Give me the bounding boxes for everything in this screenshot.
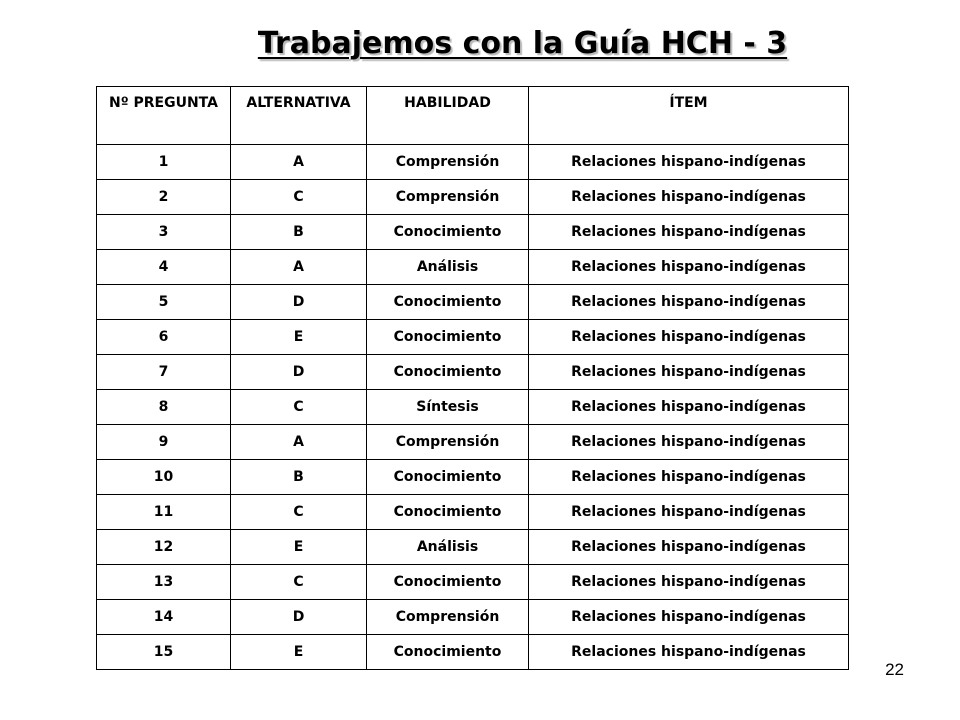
- cell-skill: Conocimiento: [367, 635, 529, 670]
- cell-question-number: 1: [97, 145, 231, 180]
- cell-skill: Conocimiento: [367, 285, 529, 320]
- cell-alternative: A: [231, 145, 367, 180]
- cell-item: Relaciones hispano-indígenas: [529, 460, 849, 495]
- table-row: [97, 355, 849, 390]
- cell-item: Relaciones hispano-indígenas: [529, 180, 849, 215]
- cell-item: Relaciones hispano-indígenas: [529, 285, 849, 320]
- cell-alternative: A: [231, 425, 367, 460]
- cell-item: Relaciones hispano-indígenas: [529, 145, 849, 180]
- header-skill: HABILIDAD: [367, 87, 529, 145]
- cell-item: Relaciones hispano-indígenas: [529, 635, 849, 670]
- cell-skill: Comprensión: [367, 145, 529, 180]
- cell-alternative: B: [231, 460, 367, 495]
- cell-skill: Conocimiento: [367, 215, 529, 250]
- cell-skill: Conocimiento: [367, 495, 529, 530]
- cell-question-number: 9: [97, 425, 231, 460]
- table-row: [97, 180, 849, 215]
- cell-alternative: E: [231, 320, 367, 355]
- cell-alternative: D: [231, 600, 367, 635]
- cell-item: Relaciones hispano-indígenas: [529, 215, 849, 250]
- cell-item: Relaciones hispano-indígenas: [529, 390, 849, 425]
- table-row: [97, 565, 849, 600]
- cell-item: Relaciones hispano-indígenas: [529, 600, 849, 635]
- cell-question-number: 6: [97, 320, 231, 355]
- cell-skill: Conocimiento: [367, 460, 529, 495]
- cell-skill: Comprensión: [367, 600, 529, 635]
- cell-question-number: 3: [97, 215, 231, 250]
- cell-item: Relaciones hispano-indígenas: [529, 495, 849, 530]
- cell-alternative: D: [231, 285, 367, 320]
- cell-skill: Análisis: [367, 530, 529, 565]
- table-row: [97, 495, 849, 530]
- cell-skill: Comprensión: [367, 425, 529, 460]
- cell-item: Relaciones hispano-indígenas: [529, 250, 849, 285]
- cell-question-number: 13: [97, 565, 231, 600]
- table-row: [97, 425, 849, 460]
- cell-item: Relaciones hispano-indígenas: [529, 530, 849, 565]
- cell-alternative: C: [231, 565, 367, 600]
- cell-question-number: 10: [97, 460, 231, 495]
- cell-item: Relaciones hispano-indígenas: [529, 320, 849, 355]
- table-row: [97, 460, 849, 495]
- cell-question-number: 7: [97, 355, 231, 390]
- cell-question-number: 8: [97, 390, 231, 425]
- cell-skill: Conocimiento: [367, 565, 529, 600]
- cell-skill: Análisis: [367, 250, 529, 285]
- cell-question-number: 15: [97, 635, 231, 670]
- cell-alternative: C: [231, 495, 367, 530]
- table-row: [97, 145, 849, 180]
- cell-alternative: E: [231, 530, 367, 565]
- cell-item: Relaciones hispano-indígenas: [529, 355, 849, 390]
- cell-alternative: E: [231, 635, 367, 670]
- cell-alternative: A: [231, 250, 367, 285]
- cell-question-number: 4: [97, 250, 231, 285]
- table-header-row: [97, 87, 849, 145]
- page-number: 22: [885, 660, 904, 679]
- table-row: [97, 215, 849, 250]
- cell-alternative: D: [231, 355, 367, 390]
- table-row: [97, 390, 849, 425]
- cell-alternative: B: [231, 215, 367, 250]
- table-body: [97, 145, 849, 670]
- table-row: [97, 530, 849, 565]
- cell-question-number: 5: [97, 285, 231, 320]
- header-item: ÍTEM: [529, 87, 849, 145]
- cell-alternative: C: [231, 390, 367, 425]
- table-row: [97, 635, 849, 670]
- cell-question-number: 2: [97, 180, 231, 215]
- header-question-number: Nº PREGUNTA: [97, 87, 231, 145]
- cell-skill: Síntesis: [367, 390, 529, 425]
- table-row: [97, 285, 849, 320]
- cell-item: Relaciones hispano-indígenas: [529, 425, 849, 460]
- header-alternative: ALTERNATIVA: [231, 87, 367, 145]
- cell-alternative: C: [231, 180, 367, 215]
- answer-table: [96, 86, 849, 670]
- table-row: [97, 250, 849, 285]
- cell-question-number: 12: [97, 530, 231, 565]
- cell-skill: Conocimiento: [367, 355, 529, 390]
- cell-item: Relaciones hispano-indígenas: [529, 565, 849, 600]
- cell-question-number: 11: [97, 495, 231, 530]
- table-row: [97, 320, 849, 355]
- cell-skill: Conocimiento: [367, 320, 529, 355]
- page-title: Trabajemos con la Guía HCH - 3: [257, 26, 788, 61]
- table-row: [97, 600, 849, 635]
- cell-skill: Comprensión: [367, 180, 529, 215]
- cell-question-number: 14: [97, 600, 231, 635]
